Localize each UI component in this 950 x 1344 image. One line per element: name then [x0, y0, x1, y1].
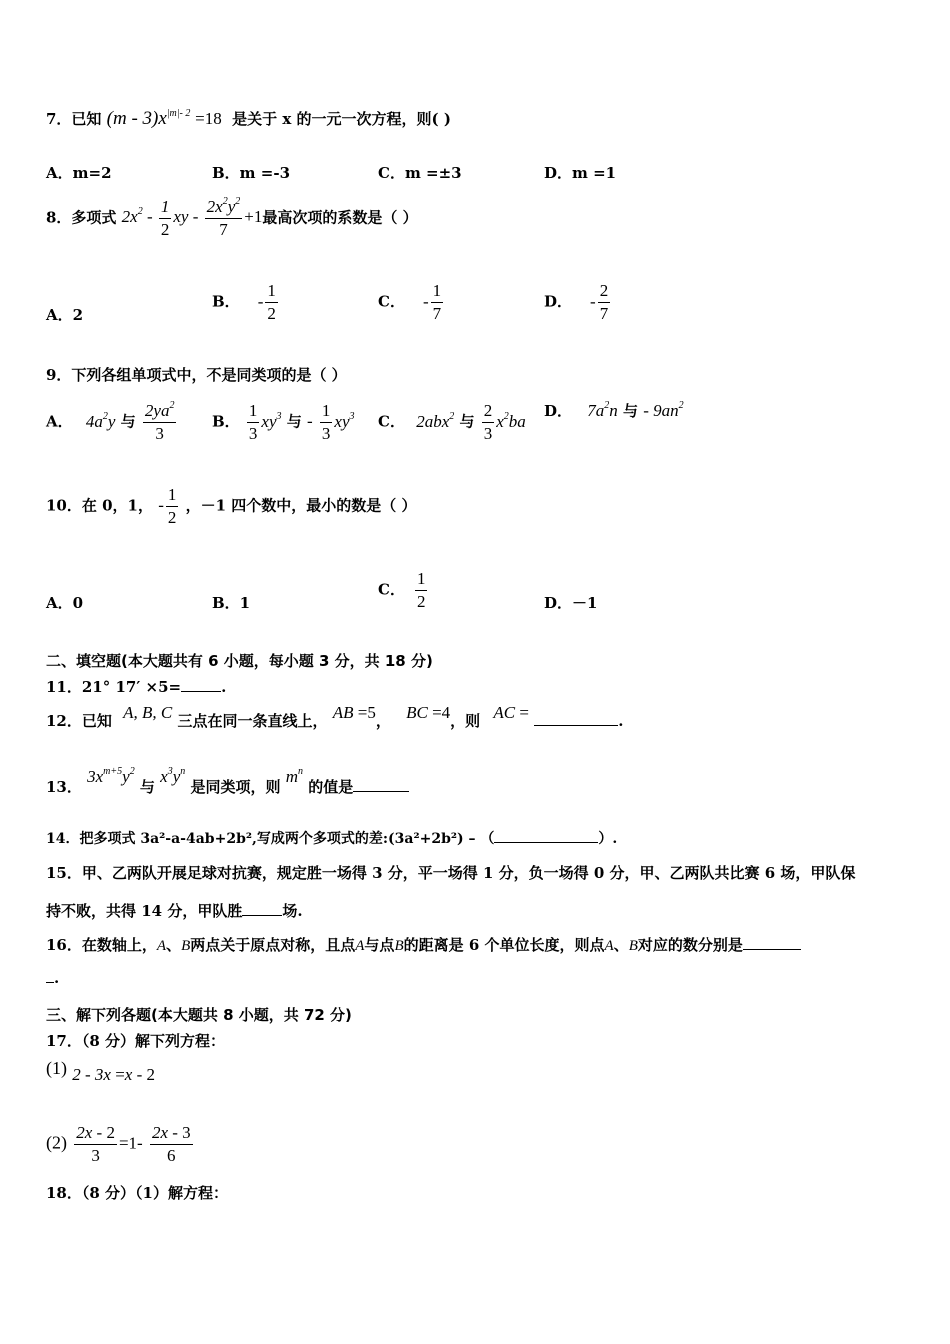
q10-option-a: A．0 [46, 594, 84, 612]
q7-option-d: D．m =1 [544, 164, 617, 182]
q8-question: 最高次项的系数是（ ） [262, 208, 418, 227]
q8-option-d: D． - $\frac{2}{7}$ [544, 281, 609, 323]
q10-line: 10．在 0，1， - $\frac{1}{2}$ ，－1 四个数中，最小的数是（ ） [46, 485, 417, 527]
q8-polynomial: $2x^2$ - $\frac{1}{2}$ xy - $\frac{2x^2y^2}{7}$ +1 [121, 196, 263, 239]
q9-option-c: C． 2abx$^2$ 与 $\frac{2}{3}$ $x^2ba$ [378, 401, 526, 443]
q16-line: 16．在数轴上，A、B两点关于原点对称，且点A与点B的距离是 6 个单位长度，则点A、B对应的数分别是 [46, 934, 801, 955]
q9-option-d: D． $7a^2n$ 与 - $9an^2$ [544, 400, 684, 420]
q13-line: 13． $3x^{m+5}y^2$ 与 $x^3y^n$ 是同类项，则 $m^n$ 的值是 [46, 776, 409, 797]
q7-equation: $(m - 3)x^{|m|- 2} =18$ [106, 108, 222, 129]
q10-option-d: D．－1 [544, 594, 598, 612]
q8-line [46, 196, 418, 241]
q9-option-a: A． $4a^2y$ 与 $\frac{2ya^2}{3}$ [46, 400, 175, 443]
section-3-heading: 三、解下列各题(本大题共 8 小题，共 72 分) [46, 1006, 352, 1024]
q16-line-2: . [46, 968, 59, 987]
q7-option-a: A．m=2 [46, 164, 112, 182]
q18-line: 18．（8 分）（1）解方程： [46, 1184, 228, 1202]
q8-option-c: C． - $\frac{1}{7}$ [378, 281, 442, 323]
section-2-heading: 二、填空题(本大题共有 6 小题，每小题 3 分，共 18 分) [46, 652, 433, 670]
q17-part-1: (1) 2 - 3x =x - 2 [46, 1058, 156, 1084]
q7-question: 是关于 x 的一元一次方程，则( ) [232, 110, 451, 128]
q8-number: 8．多项式 [46, 208, 117, 227]
q10-option-b: B．1 [212, 594, 251, 612]
q8-option-a: A．2 [46, 306, 84, 324]
q8-option-b: B． - $\frac{1}{2}$ [212, 281, 276, 323]
q15-line-2: 持不败，共得 14 分，甲队胜 场. [46, 902, 303, 920]
q9-question: 9．下列各组单项式中，不是同类项的是（ ） [46, 366, 347, 384]
q11-line: 11．21° 17′ ×5= . [46, 678, 227, 696]
q17-line: 17．（8 分）解下列方程： [46, 1032, 226, 1050]
q15-line-1: 15．甲、乙两队开展足球对抗赛，规定胜一场得 3 分，平一场得 1 分，负一场得 0 分，甲、乙两队共比赛 6 场，甲队保 [46, 864, 856, 882]
q17-part-2: (2) $\frac{2x - 2}{3}$ =1- $\frac{2x - 3}{6}$ [46, 1123, 191, 1165]
q9-option-b: B． $\frac{1}{3}$ $xy^3$ 与 - $\frac{1}{3}$ $xy^3$ [212, 401, 355, 443]
q7-line [46, 108, 451, 130]
q7-option-b: B．m =-3 [212, 164, 291, 182]
q10-option-c: C． $\frac{1}{2}$ [378, 569, 426, 611]
q7-option-c: C．m =±3 [378, 164, 462, 182]
q7-number: 7．已知 [46, 110, 102, 128]
q12-line: 12．已知 A, B, C 三点在同一条直线上， AB =5， BC =4，则 AC = . [46, 703, 624, 730]
q14-line: 14．把多项式 3a²-a-4ab+2b²,写成两个多项式的差:(3a²+2b²) – （ ）. [46, 828, 617, 848]
